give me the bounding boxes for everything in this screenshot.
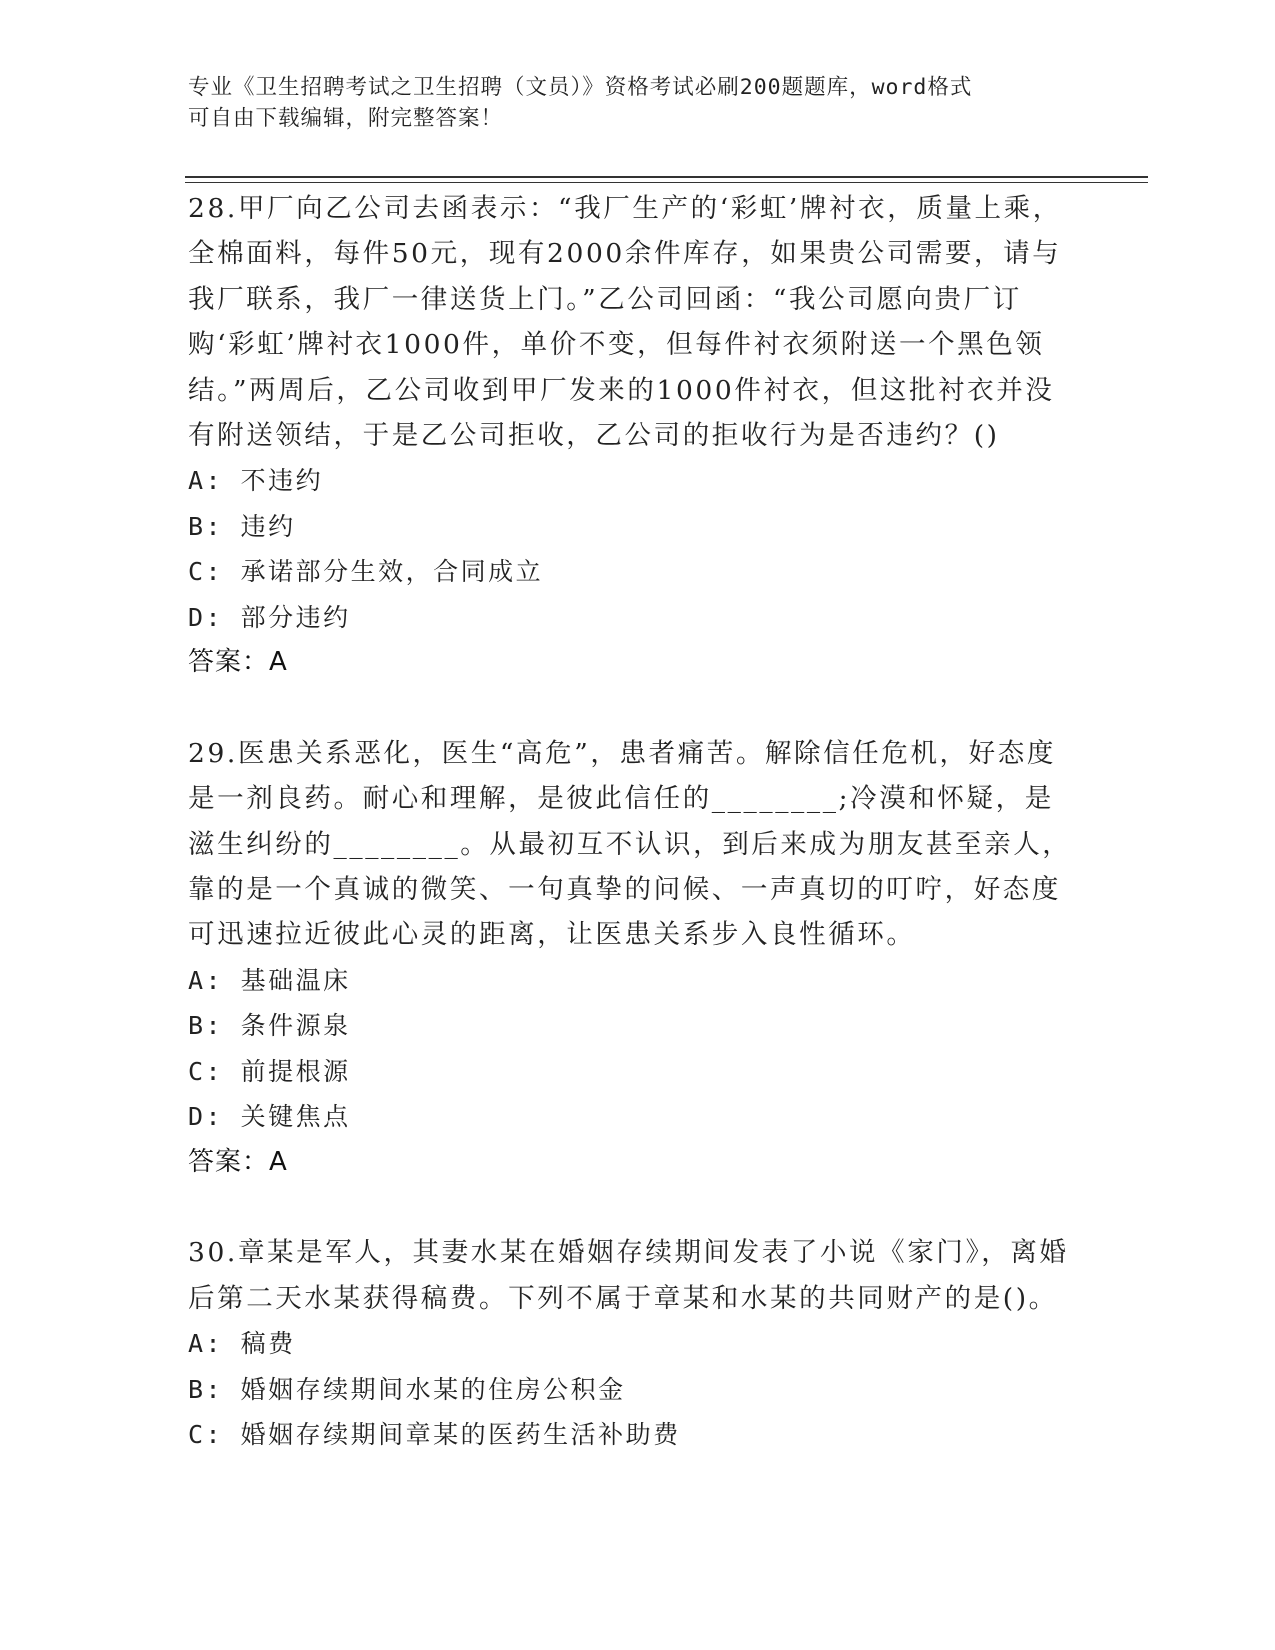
option-b: B: 违约 bbox=[188, 511, 296, 541]
spacer bbox=[188, 1185, 1078, 1230]
question-stem: 28.甲厂向乙公司去函表示：“我厂生产的‘彩虹’牌衬衣，质量上乘，全棉面料，每件50元，现有2000余件库存，如果贵公司需要，请与我厂联系，我厂一律送货上门。”乙公司回函：“我公司愿向贵厂订购‘彩虹’牌衬衣1000件，单价不变，但每件衬衣须附送一个黑色领结。”两周后，乙公司收到甲厂发来的1000件衬衣，但这批衬衣并没有附送领结，于是乙公司拒收，乙公司的拒收行为是否违约？() bbox=[188, 193, 1062, 452]
document-header bbox=[188, 72, 1068, 134]
header-line-2: 可自由下载编辑，附完整答案！ bbox=[188, 106, 504, 131]
question-30 bbox=[188, 1230, 1078, 1457]
question-stem: 29.医患关系恶化，医生“高危”，患者痛苦。解除信任危机，好态度是一剂良药。耐心和理解，是彼此信任的________;冷漠和怀疑，是滋生纠纷的________。从最初互不认识，到后来成为朋友甚至亲人，靠的是一个真诚的微笑、一句真挚的问候、一声真切的叮咛，好态度可迅速拉近彼此心灵的距离，让医患关系步入良性循环。 bbox=[188, 737, 1072, 951]
header-rule-thin bbox=[185, 182, 1148, 183]
spacer bbox=[188, 685, 1078, 730]
question-stem: 30.章某是军人，其妻水某在婚姻存续期间发表了小说《家门》，离婚后第二天水某获得稿费。下列不属于章某和水某的共同财产的是()。 bbox=[188, 1237, 1069, 1314]
option-b: B: 条件源泉 bbox=[188, 1011, 351, 1041]
option-c: C: 承诺部分生效，合同成立 bbox=[188, 557, 544, 587]
option-c: C: 前提根源 bbox=[188, 1056, 351, 1086]
answer-line: 答案：A bbox=[188, 1146, 288, 1177]
option-d: D: 关键焦点 bbox=[188, 1102, 351, 1132]
header-line-1: 专业《卫生招聘考试之卫生招聘（文员）》资格考试必刷200题题库，word格式 bbox=[188, 75, 973, 100]
option-c: C: 婚姻存续期间章某的医药生活补助费 bbox=[188, 1419, 681, 1449]
answer-line: 答案：A bbox=[188, 647, 288, 678]
option-b: B: 婚姻存续期间水某的住房公积金 bbox=[188, 1374, 626, 1404]
option-a: A: 不违约 bbox=[188, 466, 324, 496]
option-a: A: 基础温床 bbox=[188, 965, 351, 995]
option-d: D: 部分违约 bbox=[188, 602, 351, 632]
question-28 bbox=[188, 186, 1078, 685]
header-rule-thick bbox=[185, 176, 1148, 178]
question-29 bbox=[188, 731, 1078, 1185]
question-list bbox=[188, 186, 1078, 1457]
option-a: A: 稿费 bbox=[188, 1329, 296, 1359]
